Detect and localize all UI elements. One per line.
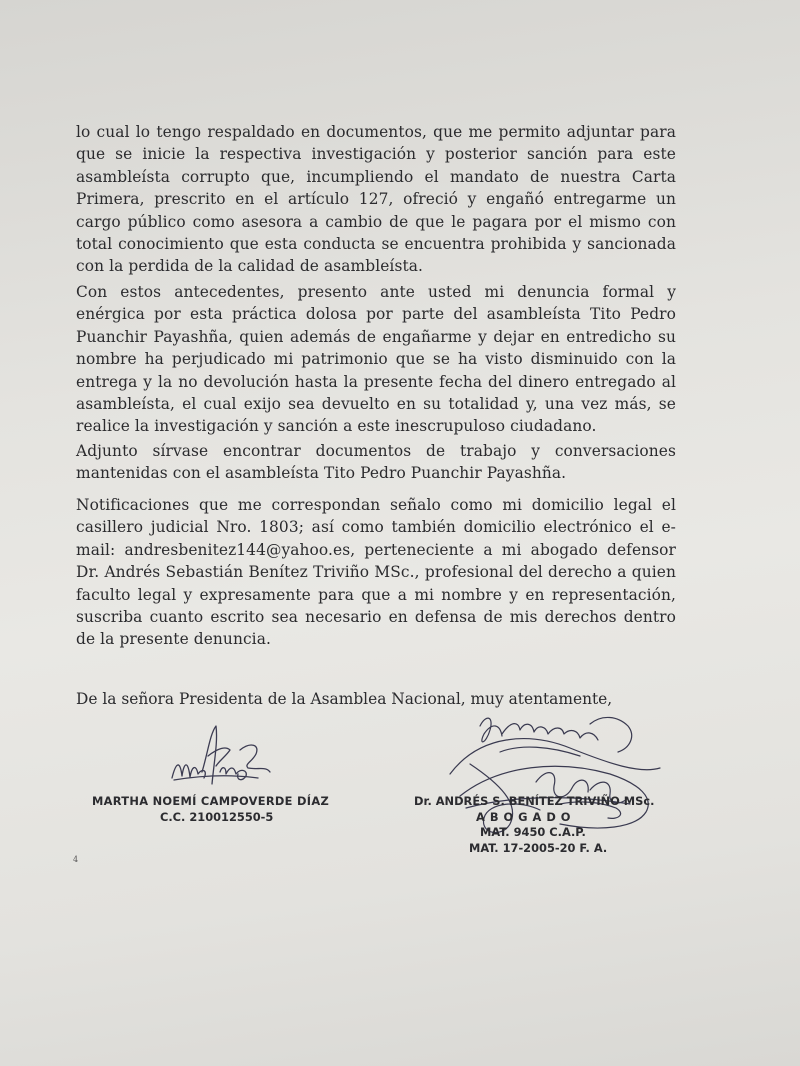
- closing-line: De la señora Presidenta de la Asamblea Nacional, muy atentamente,: [76, 690, 613, 708]
- signatory-right-name: Dr. ANDRÉS S. BENÍTEZ TRIVIÑO MSc.: [414, 794, 655, 808]
- signatory-left-name: MARTHA NOEMÍ CAMPOVERDE DÍAZ: [92, 794, 330, 808]
- signatory-right-title: ABOGADO: [476, 809, 576, 824]
- paragraph-evidence: lo cual lo tengo respaldado en documentos, que me permito adjuntar para que se inicie la respectiva investigación y posterior sanción para este asambleísta corrupto que, incumpliendo el mandato de nuestra Carta Primera, prescrito en el artículo 127, ofreció y engañó entregarme un cargo público como asesora a cambio de que le pagara por el mismo con total conocimiento que esta conducta se encuentra prohibida y sancionada con la perdida de la calidad de asambleísta.: [76, 123, 676, 276]
- paragraph-attachments: Adjunto sírvase encontrar documentos de trabajo y conversaciones mantenidas con el asambleísta Tito Pedro Puanchir Payashña.: [76, 442, 676, 483]
- paragraph-complaint: Con estos antecedentes, presento ante usted mi denuncia formal y enérgica por esta práctica dolosa por parte del asambleísta Tito Pedro Puanchir Payashña, quien además de engañarme y dejar en entredicho su nombre ha perjudicado mi patrimonio que se ha visto disminuido con la entrega y la no devolución hasta la presente fecha del dinero entregado al asambleísta, el cual exijo sea devuelto en su totalidad y, una vez más, se realice la investigación y sanción a este inescrupuloso ciudadano.: [76, 283, 676, 436]
- signatory-left-block: [92, 794, 372, 825]
- handwritten-signature-left: [168, 722, 278, 792]
- signatory-right-registration-2: MAT. 17-2005-20 F. A.: [469, 840, 608, 855]
- signatory-left-id: C.C. 210012550-5: [160, 809, 274, 824]
- paragraph-notifications: Notificaciones que me correspondan señalo como mi domicilio legal el casillero judicial Nro. 1803; así como también domicilio electrónico el e-mail: andresbenitez144@yahoo.es, perteneciente a mi abogado defensor Dr. Andrés Sebastián Benítez Triviño MSc., profesional del derecho a quien faculto legal y expresamente para que a mi nombre y en representación, suscriba cuanto escrito sea necesario en defensa de mis derechos dentro de la presente denuncia.: [76, 496, 676, 649]
- signatory-right-registration-1: MAT. 9450 C.A.P.: [480, 825, 586, 839]
- signatory-right-block: [414, 794, 704, 856]
- footer-mark: 4: [73, 855, 79, 864]
